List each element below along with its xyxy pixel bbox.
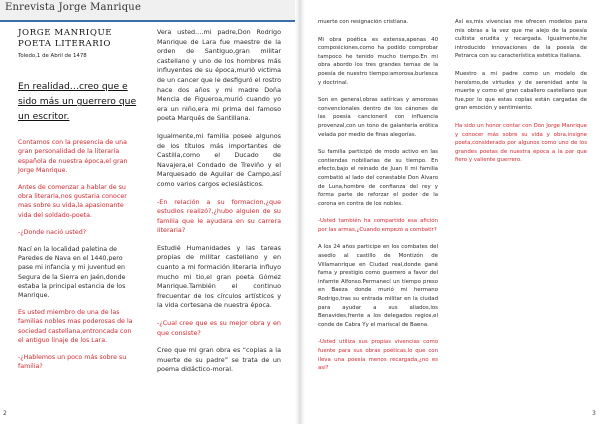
answer-paragraph: muerte con resignación cristiana.	[318, 19, 409, 25]
headline-line-1: JORGE MANRIQUE	[18, 28, 113, 38]
answer-paragraph: Muestro a mi padre como un modelo de heroísmo,de virtudes y de serenidad ante la muerte y como el gran caballero castellano que fue,por lo que estas coplas están cargadas de gran emoción y sentimiento.	[455, 70, 587, 112]
question-paragraph: Antes de comenzar a hablar de su obra literaria,nos gustaria conocer mas sobre su vida,la apasionante vida del soldado-poeta.	[18, 184, 127, 219]
intro-paragraph: Contamos con la presencia de una gran personalidad de la literaria española de nuestra época,el gran Jorge Manrique.	[18, 139, 128, 174]
left-column-2	[157, 28, 281, 383]
answer-paragraph: Creo que mi gran obra es “coplas a la muerte de su padre” se trata de un poema didáctico-moral.	[157, 346, 281, 374]
question-paragraph: -¿Cual cree que es su mejor obra y en que consiste?	[157, 319, 281, 337]
page-number-right: 3	[592, 410, 596, 417]
answer-paragraph: Nací en la localidad paletina de Paredes de Nava en el 1440,pero pase mi infancia y mi juventud en Segura de la Sierra en Jaén,donde estaba la principal estancia de los Manrique.	[18, 246, 126, 300]
answer-paragraph: Igualmente,mi familia posee algunos de los títulos más importantes de Castilla,como el Ducado de Navajera,el Condado de Treviño y el Marquesado de Aguilar de Campo,así como varios cargos eclesiásticos.	[157, 131, 281, 188]
answer-paragraph: A los 24 años participe en los combates del asedio al castillo de Montizón de Villamanrique en Ciudad real,donde gané fama y prestigio como guerrero a favor del infamte Alfonso.Permanecí un tiempo preso en Baeza donde murió mi hermano Rodrigo,tras su entrada militar en la ciudad para ayudar a sus aliados,los Benavides,frente a los delegados regios,el conde de Cabra Yy el mariscal de Baena.	[318, 244, 438, 328]
page-spine	[295, 0, 305, 424]
page-number-left: 2	[3, 410, 7, 417]
question-paragraph: -¿Hablemos un poco más sobre su familia?	[18, 354, 127, 371]
header-bar	[0, 0, 300, 20]
right-column-2	[455, 18, 587, 174]
question-paragraph: Es usted miembro de una de las familias nobles mas poderosas de la sociedad castellana,entroncada con el antiguo linaje de los Lara.	[18, 309, 133, 344]
answer-paragraph: Son en general,obras satíricas y amorosas convencionales dentro de los cánones de las poesía cancioneril con influencia provenzal,con un tono de galantería erótica velada por medio de finas alegorías.	[318, 97, 438, 138]
question-paragraph: -¿Donde nació usted?	[18, 228, 87, 236]
header-rule	[0, 20, 300, 22]
answer-paragraph: Vera usted….mi padre,Don Rodrigo Manrique de Lara fue maestre de la orden de Santiguo,gran militar castellano y uno de los hombres más influyentes de su época,murió victima de un cancer que le desfiguró el rostro hace dos años y mi madre Doña Mencia de Figueroa,murió cuando yo era un niño,era mi prima del famoso poeta Marqués de Santillana.	[157, 28, 281, 123]
left-column-1	[18, 28, 138, 379]
closing-paragraph: Ha sido un honor contar con Don Jorge Manrique y conocer más sobre su vida y obra,insigne poeta,considerado por algunos como uno de los grandes poetas de nuestra época a la par que fiero y valiente guerrero.	[455, 122, 587, 164]
question-paragraph: -Usted utiliza sus propias vivencias como fuente para sus obras poéticas,lo que con lleva una poesía menos recargada,¿no es así?	[318, 339, 438, 372]
pull-quote: En realidad…creo que e sido más un guerrero que un escritor.	[18, 81, 137, 123]
answer-paragraph: Mi obra poética es extensa,apenas 40 composiciones,como ha podido comprobar tampoco he tenido mucho tiempo.En mi obra abordo los tres grandes temas de la poesía de nuestro tiempo:amorosa,burlesca y doctrinal.	[318, 36, 438, 86]
answer-paragraph: Así es,mis vivencias me ofrecen modelos para mis obras a la vez que me alejo de la poesía cultista erudita y recargada. Igualmente,he introducido innovaciones de la poesía de Petrarca con su característica estética italiana.	[455, 19, 587, 60]
magazine-title: Enrevista Jorge Manrique	[5, 2, 142, 13]
headline-line-2: POETA LITERARIO	[18, 38, 111, 49]
answer-paragraph: Estudié Humanidades y las tareas propias de militar castellano y en cuanto a mi formación literaria influyo mucho mi tio,el gran poeta Gómez Manrique.También el continuo frecuentar de los círculos artísticos y la vida cortesana de nuestra época.	[157, 243, 281, 310]
right-column-1	[318, 18, 438, 382]
answer-paragraph: Su familia participó de modo activo en las contiendas nobiliarias de su tiempo. En efecto,bajo el reinado de Juan II mi familia combatió al lado del conestable Don Álvaro de Luna,hombre de confianza del rey y forma parte de reforzar el poder de la corona en contra de los nobles.	[318, 149, 438, 207]
question-paragraph: -Usted también ha compartido esa afición por las armas,¿Cuando empezó a combatir?	[318, 218, 438, 233]
question-paragraph: -En relación a su formacion,¿que estudios realizó?,¿hubo alguien de su familia que le ayudara en su carrera literaria?	[157, 197, 281, 235]
dateline: Toledo,1 de Abril de 1478	[18, 53, 87, 59]
article-headline	[18, 28, 138, 49]
